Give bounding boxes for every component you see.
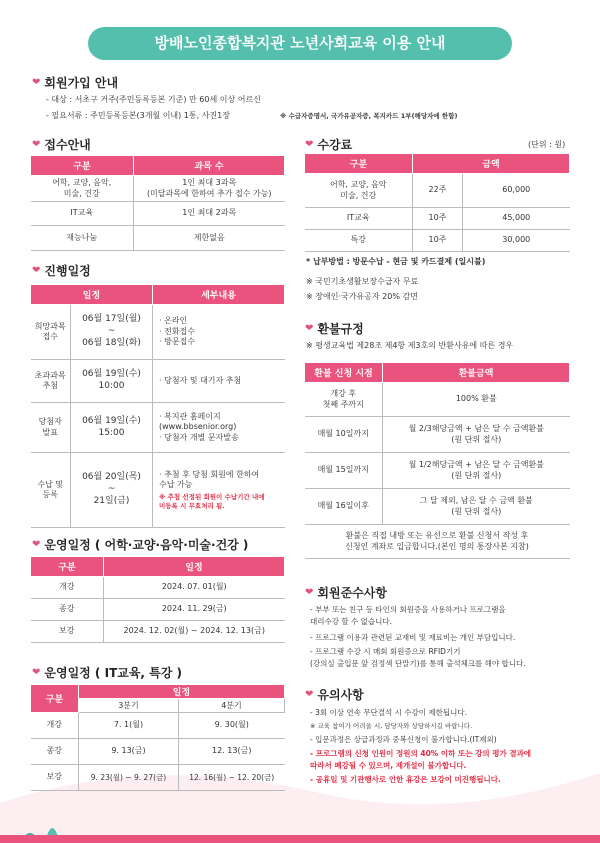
table-cell: 2024. 11. 29(금) — [104, 599, 285, 621]
table-header: 일정 — [79, 685, 285, 699]
membership-documents: - 필요서류 : 주민등록등본(3개월 이내) 1통, 사진1장 — [46, 111, 230, 120]
heart-icon: ❤ — [32, 667, 41, 678]
heart-icon: ❤ — [32, 139, 41, 150]
operation-it-heading: ❤ 운영일정 ( IT교육, 특강 ) — [32, 666, 183, 680]
fee-payment: * 납부방법 : 방문수납 - 현금 및 카드결제 (일시불) — [306, 257, 486, 266]
table-cell: 06월 20일(목) ~ 21일(금) — [71, 453, 153, 528]
table-cell: 당첨자 발표 — [31, 403, 71, 453]
table-cell: 특강 — [305, 230, 413, 252]
table-cell: 06월 19일(수) 15:00 — [71, 403, 153, 453]
table-cell: 개강 후 첫째 주까지 — [305, 383, 383, 417]
table-cell: 개강 — [31, 577, 104, 599]
table-cell: 제한없음 — [134, 226, 285, 251]
table-cell: 12. 13(금) — [179, 739, 285, 765]
table-cell: 개강 — [31, 713, 79, 739]
table-cell: 9. 30(월) — [179, 713, 285, 739]
caution-item-4: - 프로그램의 신청 인원이 정원의 40% 이하 또는 강의 평가 결과에 따라서 폐강될 수 있으며, 재개설이 불가합니다. — [310, 749, 532, 770]
table-header: 구분 — [31, 685, 79, 713]
schedule-detail: · 추첨 후 당첨 회원에 한하여 수납 가능 — [159, 469, 260, 490]
table-cell: 1인 최대 2과목 — [134, 202, 285, 226]
table-subheader: 4분기 — [179, 699, 285, 713]
refund-heading: ❤ 환불규정 — [305, 322, 364, 336]
table-cell: 매월 10일까지 — [305, 417, 383, 453]
table-cell: 그 달 제외, 남은 달 수 금액 환불 (원 단위 절사) — [383, 489, 570, 525]
page-title: 방배노인종합복지관 노년사회교육 이용 안내 — [88, 27, 512, 60]
heart-icon: ❤ — [32, 539, 41, 550]
caution-item-1: - 3회 이상 연속 무단결석 시 수강이 제한됩니다. — [310, 708, 467, 717]
table-header: 일정 — [31, 285, 153, 305]
table-cell: 2024. 12. 02(월) ~ 2024. 12. 13(금) — [104, 621, 285, 643]
heart-icon: ❤ — [32, 265, 41, 276]
table-header: 과목 수 — [134, 156, 285, 176]
table-cell: 9. 13(금) — [79, 739, 179, 765]
table-cell: 100% 환불 — [383, 383, 570, 417]
table-cell: 30,000 — [463, 230, 570, 252]
table-cell: 희망과목 접수 — [31, 305, 71, 360]
heart-icon: ❤ — [305, 689, 314, 700]
table-cell: · 온라인 · 전화접수 · 방문접수 — [153, 305, 285, 360]
fee-table — [304, 153, 570, 252]
table-cell: 초과과목 추첨 — [31, 360, 71, 403]
table-cell: 수납 및 등록 — [31, 453, 71, 528]
table-cell: IT교육 — [305, 208, 413, 230]
table-cell: 종강 — [31, 739, 79, 765]
table-cell: 06월 19일(수) 10:00 — [71, 360, 153, 403]
table-header: 구분 — [31, 156, 134, 176]
table-cell: 60,000 — [463, 174, 570, 208]
caution-item-3: - 입문과정은 상급과정과 중복신청이 불가합니다.(IT제외) — [310, 735, 497, 744]
table-cell: 12. 16(월) ~ 12. 20(금) — [179, 765, 285, 791]
table-header: 환불 신청 시점 — [305, 363, 383, 383]
table-cell: 보강 — [31, 765, 79, 791]
operation-general-table — [30, 556, 285, 643]
table-cell: 2024. 07. 01(월) — [104, 577, 285, 599]
table-cell: 9. 23(월) ~ 9. 27(금) — [79, 765, 179, 791]
heart-icon: ❤ — [305, 587, 314, 598]
rules-item-2: - 프로그램 이용과 관련된 교재비 및 재료비는 개인 부담입니다. — [310, 633, 516, 642]
heart-icon: ❤ — [305, 139, 314, 150]
table-cell: 매월 15일까지 — [305, 453, 383, 489]
fee-note-basic: ※ 국민기초생활보장수급자 무료 — [306, 277, 419, 286]
reception-table — [30, 155, 285, 251]
table-cell: 환불은 직접 내방 또는 유선으로 환불 신청서 작성 후 신청인 계좌로 입금합니다.(본인 명의 통장사본 지참) — [305, 525, 570, 559]
table-cell: 06월 17일(월) ~ 06월 18일(화) — [71, 305, 153, 360]
table-cell: · 복지관 홈페이지 (www.bbsenior.org) · 당첨자 개별 문자발송 — [153, 403, 285, 453]
table-cell: 22주 — [413, 174, 463, 208]
table-cell: 어학, 교양, 음악, 미술, 건강 — [31, 176, 134, 202]
membership-documents-note: ※ 수급자증명서, 국가유공자증, 복지카드 1부(해당자에 한함) — [280, 112, 458, 120]
caution-item-2: ※ 교육 참여가 어려울 시, 담당자와 상담하시길 바랍니다. — [310, 722, 473, 730]
table-header: 세부내용 — [153, 285, 285, 305]
membership-target: - 대상 : 서초구 거주(주민등록등본 기준) 만 60세 이상 어르신 — [46, 95, 261, 104]
fee-note-discount: ※ 장애인·국가유공자 20% 감면 — [306, 292, 418, 301]
table-header: 금액 — [413, 154, 570, 174]
table-cell: IT교육 — [31, 202, 134, 226]
table-cell: 재능나눔 — [31, 226, 134, 251]
refund-law-note: ※ 평생교육법 제28조 제4항 제3호의 반환사유에 따른 경우 — [306, 341, 514, 350]
schedule-table — [30, 284, 285, 528]
table-cell: 월 1/2해당금액 + 남은 달 수 금액환불 (원 단위 절사) — [383, 453, 570, 489]
table-cell: 1인 최대 3과목 (미달과목에 한하여 추가 접수 가능) — [134, 176, 285, 202]
operation-it-table — [30, 684, 285, 791]
rules-item-3: - 프로그램 수강 시 매회 회원증으로 RFID기기 (강의실 출입문 앞 검정색 단말기)를 통해 출석체크를 해야 합니다. — [310, 647, 526, 668]
footer-bar — [0, 835, 600, 843]
table-cell: 매월 16일이후 — [305, 489, 383, 525]
membership-heading: ❤ 회원가입 안내 — [32, 76, 119, 90]
table-cell: 보강 — [31, 621, 104, 643]
table-header: 환불금액 — [383, 363, 570, 383]
table-subheader: 3분기 — [79, 699, 179, 713]
table-cell: 45,000 — [463, 208, 570, 230]
fee-unit: (단위 : 원) — [528, 140, 566, 149]
table-cell: 월 2/3해당금액 + 남은 달 수 금액환불 (원 단위 절사) — [383, 417, 570, 453]
schedule-heading: ❤ 진행일정 — [32, 264, 91, 278]
rules-item-1: - 부부 또는 친구 등 타인의 회원증을 사용하거나 프로그램을 대리수강 할 수 없습니다. — [310, 605, 506, 626]
table-cell: 10주 — [413, 208, 463, 230]
rules-heading: ❤ 회원준수사항 — [305, 586, 387, 600]
heart-icon: ❤ — [305, 323, 314, 334]
refund-table — [304, 362, 570, 559]
table-cell: 어학, 교양, 음악 미술, 건강 — [305, 174, 413, 208]
table-cell: 종강 — [31, 599, 104, 621]
operation-general-heading: ❤ 운영일정 ( 어학·교양·음악·미술·건강 ) — [32, 538, 249, 552]
schedule-warning: ※ 추첨 선정된 회원이 수납기간 내에 미등록 시 무효처리 됨. — [159, 493, 265, 510]
caution-heading: ❤ 유의사항 — [305, 688, 364, 702]
heart-icon: ❤ — [32, 77, 41, 88]
fee-heading: ❤ 수강료 — [305, 138, 353, 152]
table-cell: 7. 1(월) — [79, 713, 179, 739]
reception-heading: ❤ 접수안내 — [32, 138, 91, 152]
table-header: 구분 — [31, 557, 104, 577]
table-header: 구분 — [305, 154, 413, 174]
table-cell: 10주 — [413, 230, 463, 252]
table-cell: · 당첨자 및 대기자 추첨 — [153, 360, 285, 403]
table-header: 일정 — [104, 557, 285, 577]
caution-item-5: - 공휴일 및 기관행사로 인한 휴강은 보강이 미진행됩니다. — [310, 775, 501, 784]
table-cell — [153, 453, 285, 528]
